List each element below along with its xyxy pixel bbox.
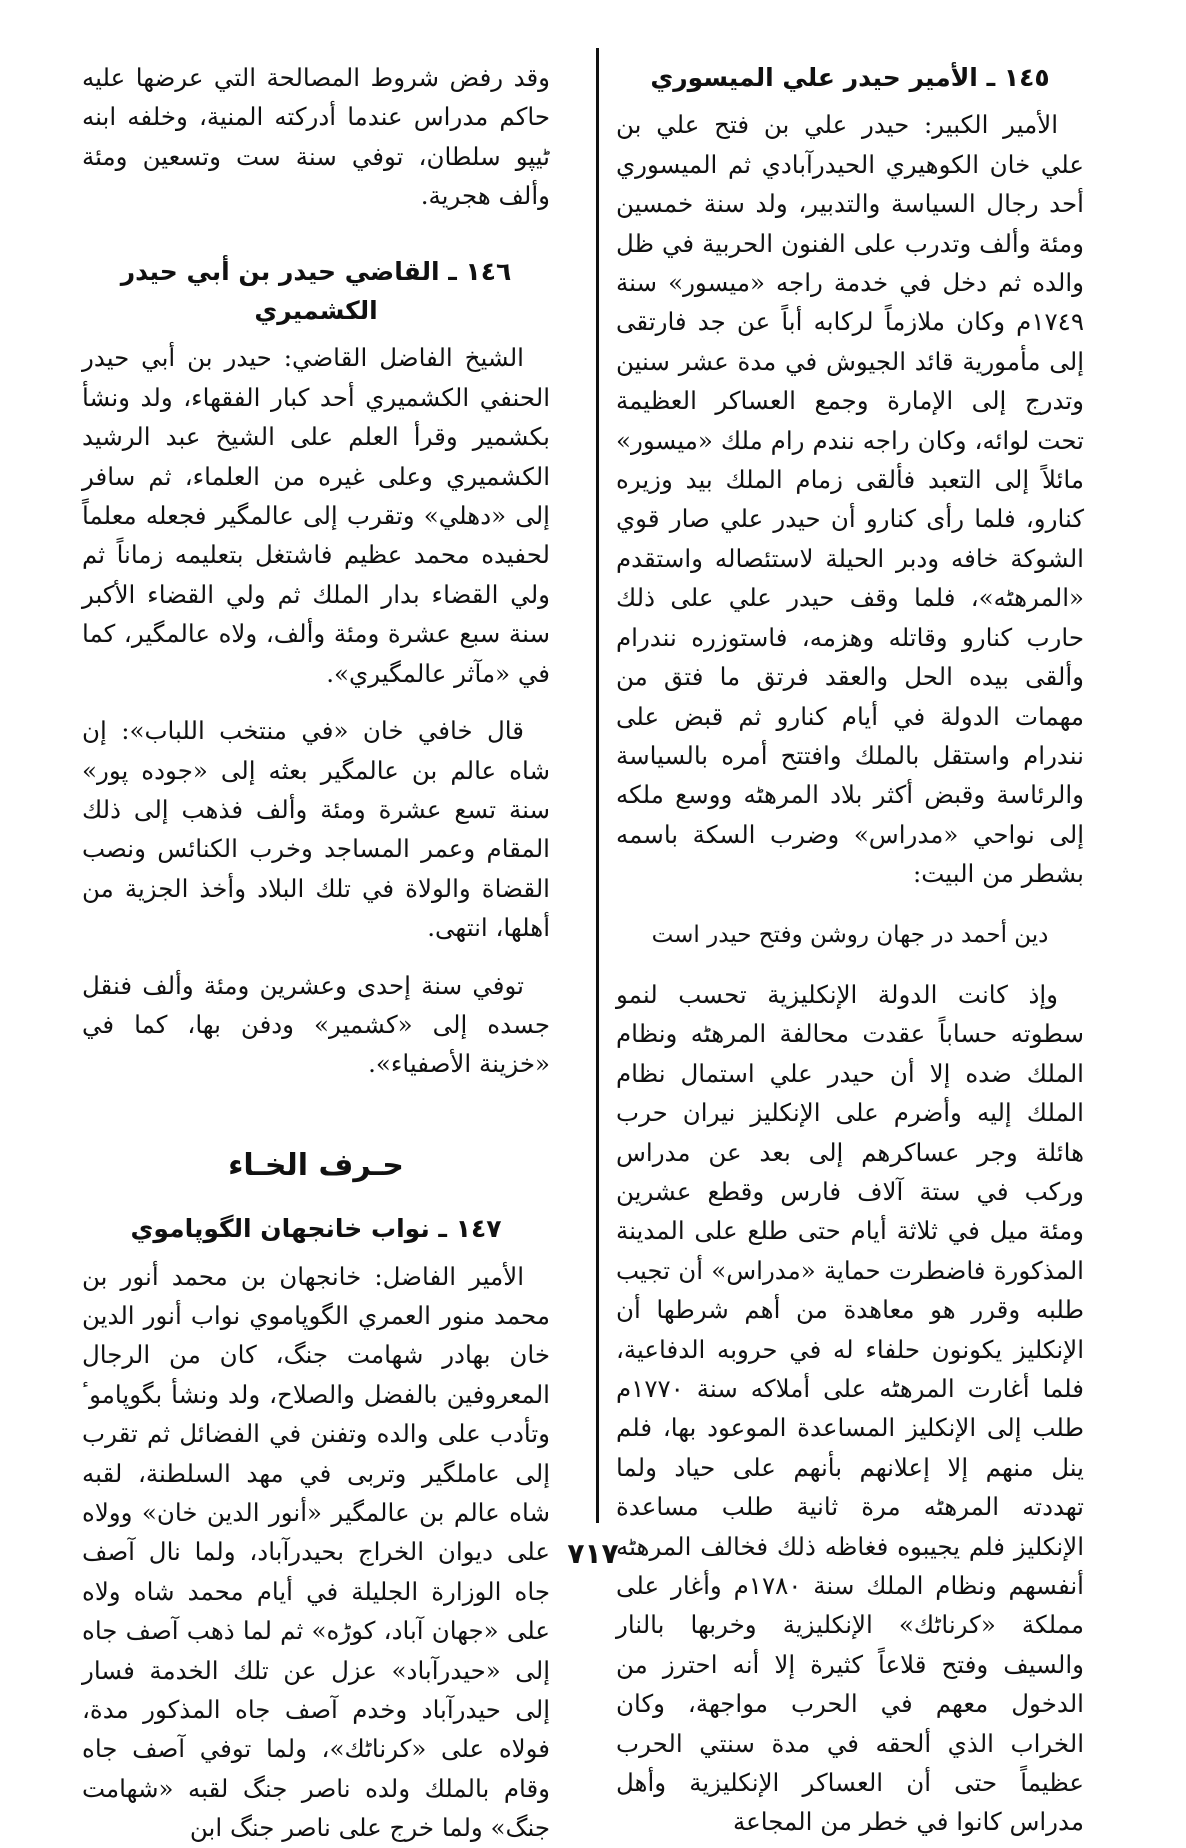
section-title-letter-kha: حـرف الخـاء xyxy=(228,1147,404,1183)
right-column xyxy=(616,58,1084,1842)
entry-145-paragraph-continued: وإذ كانت الدولة الإنكليزية تحسب لنمو سطوته حساباً عقدت محالفة المرهٹه ونظام الملك ضده إلا أن حيدر علي استمال نظام الملك إليه وأضرم على الإنكليز نيران حرب هائلة وجر عساكرهم إلى بعد عن مدراس وركب في ستة آلاف فارس وقطع عشرين ومئة ميل في ثلاثة أيام حتى طلع على المدينة المذكورة فاضطرت حماية «مدراس» أن تجيب طلبه وقرر هو معاهدة من أهم شرطها أن الإنكليز يكونون حلفاء له في حروبه الدفاعية، فلما أغارت المرهٹه على أملاكه سنة ١٧٧٠م طلب إلى الإنكليز المساعدة الموعود بها، فلم ينل منهم إلا إعلانهم بأنهم على حياد ولما تهددته المرهٹه مرة ثانية طلب مساعدة الإنكليز فلم يجيبوه فغاظه ذلك فخالف المرهٹه أنفسهم ونظام الملك سنة ١٧٨٠م وأغار على مملكة «كرناٹك» الإنكليزية وخربها بالنار والسيف وفتح قلاعاً كثيرة إلا أنه احترز من الدخول معهم في الحرب مواجهة، وكان الخراب الذي ألحقه في مدة سنتي الحرب عظيماً حتى أن العساكر الإنكليزية وأهل مدراس كانوا في خطر من المجاعة xyxy=(616,979,1084,1837)
left-column xyxy=(82,58,550,1848)
entry-146-paragraph: توفي سنة إحدى وعشرين ومئة وألف فنقل جسده إلى «كشمير» ودفن بها، كما في «خزينة الأصفياء». xyxy=(82,970,550,1079)
entry-146-heading: ١٤٦ ـ القاضي حيدر بن أبي حيدر الكشميري xyxy=(120,256,512,326)
entry-145-ending: وقد رفض شروط المصالحة التي عرضها عليه حاكم مدراس عندما أدركته المنية، وخلفه ابنه ٹيپو سلطان، توفي سنة ست وتسعين ومئة وألف هجرية. xyxy=(82,63,550,211)
page-number: ٧١٧ xyxy=(567,1537,619,1570)
entry-145-paragraph: الأمير الكبير: حيدر علي بن فتح علي بن علي خان الكوهيري الحيدرآبادي ثم الميسوري أحد رجال السياسة والتدبير، ولد سنة خمسين ومئة وألف وتدرب على الفنون الحربية في ظل والده ثم دخل في خدمة راجه «ميسور» سنة ١٧٤٩م وكان ملازماً لركابه أباً عن جد فارتقى إلى مأمورية قائد الجيوش في مدة عشر سنين وتدرج إلى الإمارة وجمع العساكر العظيمة تحت لوائه، وكان راجه نندم رام ملك «ميسور» مائلاً إلى التعبد فألقى زمام الملك بيد وزيره كنارو، فلما رأى كنارو أن حيدر علي صار قوي الشوكة خافه ودبر الحيلة لاستئصاله واستقدم «المرهٹه»، فلما وقف حيدر علي على ذلك حارب كنارو وقاتله وهزمه، فاستوزره نندرام وألقى بيده الحل والعقد فرتق ما فتق من مهمات الدولة في أيام كنارو ثم قبض على نندرام واستقل بالملك وافتتح أمره بالسياسة والرئاسة وقبض أكثر بلاد المرهٹه ووسع ملكه إلى نواحي «مدراس» وضرب السكة باسمه بشطر من البيت: xyxy=(616,110,1084,889)
column-divider xyxy=(596,48,599,1523)
poetry-verse: دين أحمد در جهان روشن وفتح حيدر است xyxy=(651,921,1049,948)
entry-147-paragraph: الأمير الفاضل: خانجهان بن محمد أنور بن محمد منور العمري الگوپاموي نواب أنور الدين خان بهادر شهامت جنگ، كان من الرجال المعروفين بالفضل والصلاح، ولد ونشأ بگوپاموٴ وتأدب على والده وتفنن في الفضائل ثم تقرب إلى عاملگير وتربى في مهد السلطنة، لقبه شاه عالم بن عالمگير «أنور الدين خان» وولاه على ديوان الخراج بحيدرآباد، ولما نال آصف جاه الوزارة الجليلة في أيام محمد شاه ولاه على «جهان آباد، كوڑه» ثم لما ذهب آصف جاه إلى «حيدرآباد» عزل عن تلك الخدمة فسار إلى حيدرآباد وخدم آصف جاه المذكور مدة، فولاه على «كرناٹك»، ولما توفي آصف جاه وقام بالملك ولده ناصر جنگ لقبه «شهامت جنگ» ولما خرج على ناصر جنگ ابن xyxy=(82,1261,550,1843)
entry-146-paragraph: قال خافي خان «في منتخب اللباب»: إن شاه عالم بن عالمگير بعثه إلى «جوده پور» سنة تسع عشرة ومئة وألف فذهب إلى ذلك المقام وعمر المساجد وخرب الكنائس ونصب القضاة والولاة في تلك البلاد وأخذ الجزية من أهلها، انتهى. xyxy=(82,716,550,943)
entry-147-heading: ١٤٧ ـ نواب خانجهان الگوپاموي xyxy=(130,1214,502,1244)
entry-145-heading: ١٤٥ ـ الأمير حيدر علي الميسوري xyxy=(650,63,1050,92)
entry-146-paragraph: الشيخ الفاضل القاضي: حيدر بن أبي حيدر الحنفي الكشميري أحد كبار الفقهاء، ولد ونشأ بكشمير وقرأ العلم على الشيخ عبد الرشيد الكشميري وعلى غيره من العلماء، ثم سافر إلى «دهلي» وتقرب إلى عالمگير فجعله معلماً لحفيده محمد عظيم فاشتغل بتعليمه زماناً ثم ولي القضاء بدار الملك ثم ولي القضاء الأكبر سنة سبع عشرة ومئة وألف، ولاه عالمگير، كما في «مآثر عالمگيري». xyxy=(82,343,550,688)
